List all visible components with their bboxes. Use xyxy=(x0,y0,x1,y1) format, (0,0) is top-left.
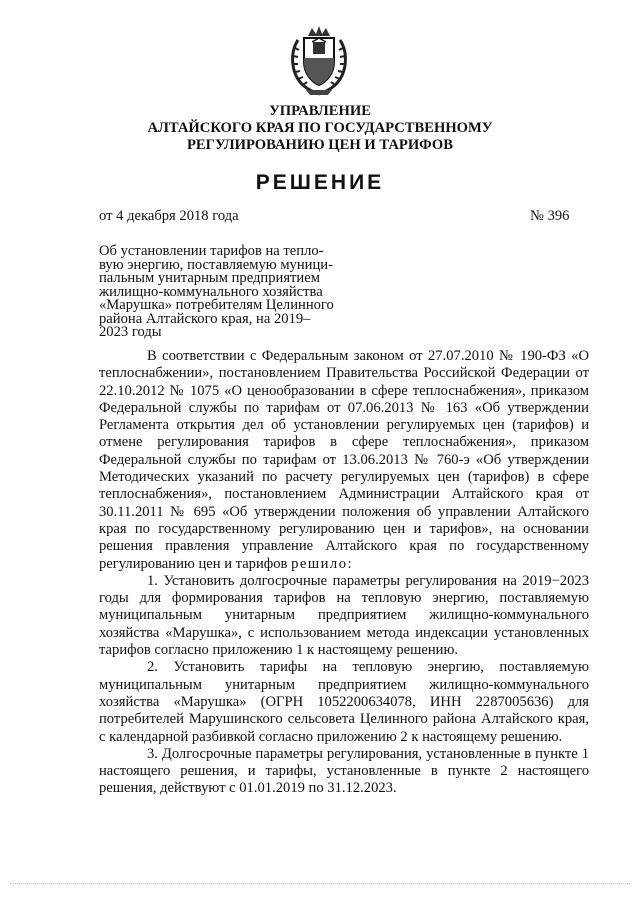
decision-item-2 xyxy=(99,659,589,745)
altai-krai-coat-of-arms-icon xyxy=(286,22,352,98)
decided-word: решило xyxy=(291,555,348,572)
text-line: Методических указаний по расчету регулируемых цен (тарифов) в сфере xyxy=(99,469,589,486)
text-line: годы для формирования тарифов на тепловую энергию, поставляемую xyxy=(99,590,589,607)
subject-line: 2023 годы xyxy=(99,324,162,340)
subject-line: жилищно-коммунального хозяйства xyxy=(99,283,323,300)
text-line: Федеральной службы по тарифам от 07.06.2013 № 163 «Об утверждении xyxy=(99,399,589,416)
text-line: края по государственному регулированию цен и тарифов», на основании xyxy=(99,520,589,537)
text-line: потребителей Марушинского сельсовета Целинного района Алтайского края, xyxy=(99,711,589,728)
text-line: с календарной разбивкой согласно приложению 2 к настоящему решению. xyxy=(99,728,563,745)
decision-item-3 xyxy=(99,746,589,798)
document-body xyxy=(99,348,589,798)
text-line: теплоснабжения», постановлением Администрации Алтайского края от xyxy=(99,486,589,503)
text-line: тарифов согласно приложению 1 к настоящему решению. xyxy=(99,642,459,659)
text-line: 1. Установить долгосрочные параметры регулирования на 2019−2023 xyxy=(147,572,589,589)
text-line: 3. Долгосрочные параметры регулирования, установленные в пункте 1 xyxy=(147,745,589,762)
text-line: хозяйства «Марушка» (ОГРН 1052200634078, ИНН 2287005636) для xyxy=(99,693,589,710)
subject-line: пальным унитарным предприятием xyxy=(99,270,320,286)
text-line: 2. Установить тарифы на тепловую энергию, поставляемую xyxy=(147,659,589,676)
text-line: Регламента открытия дел об установлении регулируемых цен (тарифов) и xyxy=(99,417,589,434)
org-line: УПРАВЛЕНИЕ xyxy=(269,103,371,119)
subject-line: «Марушка» потребителям Целинного xyxy=(99,297,334,313)
text-line: 30.11.2011 № 695 «Об утверждении положения об управлении Алтайского xyxy=(99,503,589,520)
text-line xyxy=(99,556,589,573)
text-line: муниципальным унитарным предприятием жилищно-коммунального xyxy=(99,607,589,624)
decision-item-1 xyxy=(99,573,589,659)
text-line: теплоснабжении», постановлением Правительства Российской Федерации от xyxy=(99,365,589,382)
document-subject xyxy=(99,245,341,340)
text-line: хозяйства «Марушка», с использованием метода индексации установленных xyxy=(99,624,589,641)
text-line: 22.10.2012 № 1075 «О ценообразовании в сфере теплоснабжения», приказом xyxy=(99,382,589,399)
text-line: В соответствии с Федеральным законом от 27.07.2010 № 190-ФЗ «О xyxy=(147,348,589,364)
subject-line: Об установлении тарифов на тепло- xyxy=(99,243,324,259)
subject-line: района Алтайского края, на 2019– xyxy=(99,310,311,327)
document-type-title: РЕШЕНИЕ xyxy=(255,171,385,194)
document-date: от 4 декабря 2018 года xyxy=(99,208,239,224)
text-line: решения, действуют с 01.01.2019 по 31.12.2023. xyxy=(99,780,397,797)
text-line: решения правления управление Алтайского края по государственному xyxy=(99,538,589,555)
issuing-authority xyxy=(0,103,640,154)
text-line: муниципальным унитарным предприятием жилищно-коммунального xyxy=(99,676,589,693)
document-number: № 396 xyxy=(530,208,570,224)
subject-line: вую энергию, поставляемую муници- xyxy=(99,256,333,273)
org-line: РЕГУЛИРОВАНИЮ ЦЕН И ТАРИФОВ xyxy=(187,137,453,153)
decided-colon: : xyxy=(347,555,352,572)
page-bottom-divider xyxy=(10,883,630,884)
preamble-last-text: регулированию цен и тарифов xyxy=(99,555,288,572)
preamble-paragraph xyxy=(99,348,589,573)
org-line: АЛТАЙСКОГО КРАЯ ПО ГОСУДАРСТВЕННОМУ xyxy=(147,120,493,136)
text-line: отмене регулирования тарифов в сфере теплоснабжения», приказом xyxy=(99,434,589,451)
text-line: Федеральной службы по тарифам от 13.06.2013 № 760-э «Об утверждении xyxy=(99,451,589,468)
text-line: настоящего решения, и тарифы, установленные в пункте 2 настоящего xyxy=(99,763,589,780)
